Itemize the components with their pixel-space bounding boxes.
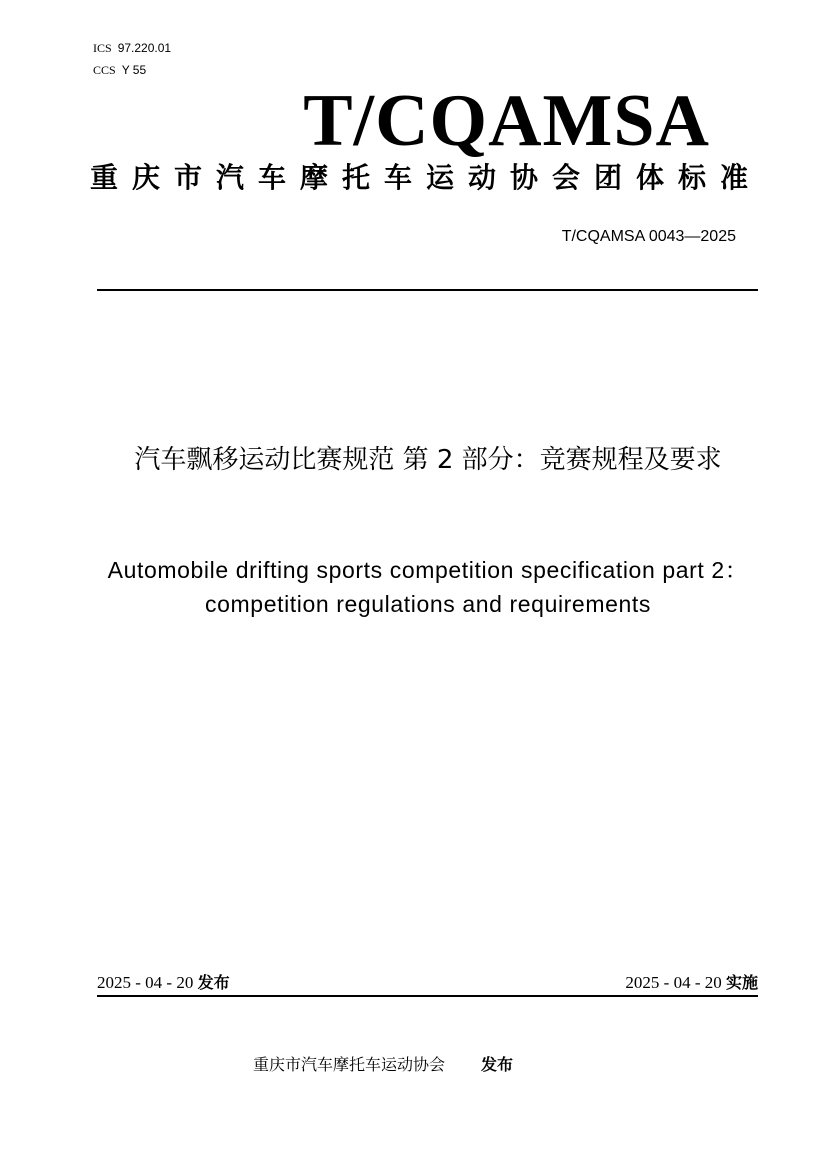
ccs-label: CCS (93, 63, 116, 77)
bottom-divider (97, 995, 758, 997)
publish-date: 2025 - 04 - 20 (97, 973, 194, 992)
ccs-line (93, 63, 146, 77)
top-divider (97, 289, 758, 291)
ics-label: ICS (93, 41, 112, 55)
publish-date-line (97, 972, 230, 994)
org-mark: T/CQAMSA (303, 80, 710, 162)
effective-date: 2025 - 04 - 20 (625, 973, 722, 992)
ccs-code: Y 55 (121, 63, 147, 77)
standard-number: T/CQAMSA 0043—2025 (561, 228, 736, 245)
effective-date-line (625, 972, 758, 994)
title-english: Automobile drifting sports competition specification part 2：competition regulations and requirements (107, 557, 749, 617)
publisher-name: 重庆市汽车摩托车运动协会 (253, 1055, 446, 1074)
standard-type: 重庆市汽车摩托车运动协会团体标准 (90, 161, 763, 194)
effective-label: 实施 (725, 973, 758, 992)
publish-label: 发布 (197, 973, 230, 992)
publisher-action: 发布 (481, 1055, 514, 1074)
title-chinese: 汽车飘移运动比赛规范 第 2 部分：竞赛规程及要求 (134, 445, 722, 475)
publisher-line (253, 1054, 513, 1076)
ics-line (93, 41, 171, 55)
ics-code: 97.220.01 (117, 41, 172, 55)
